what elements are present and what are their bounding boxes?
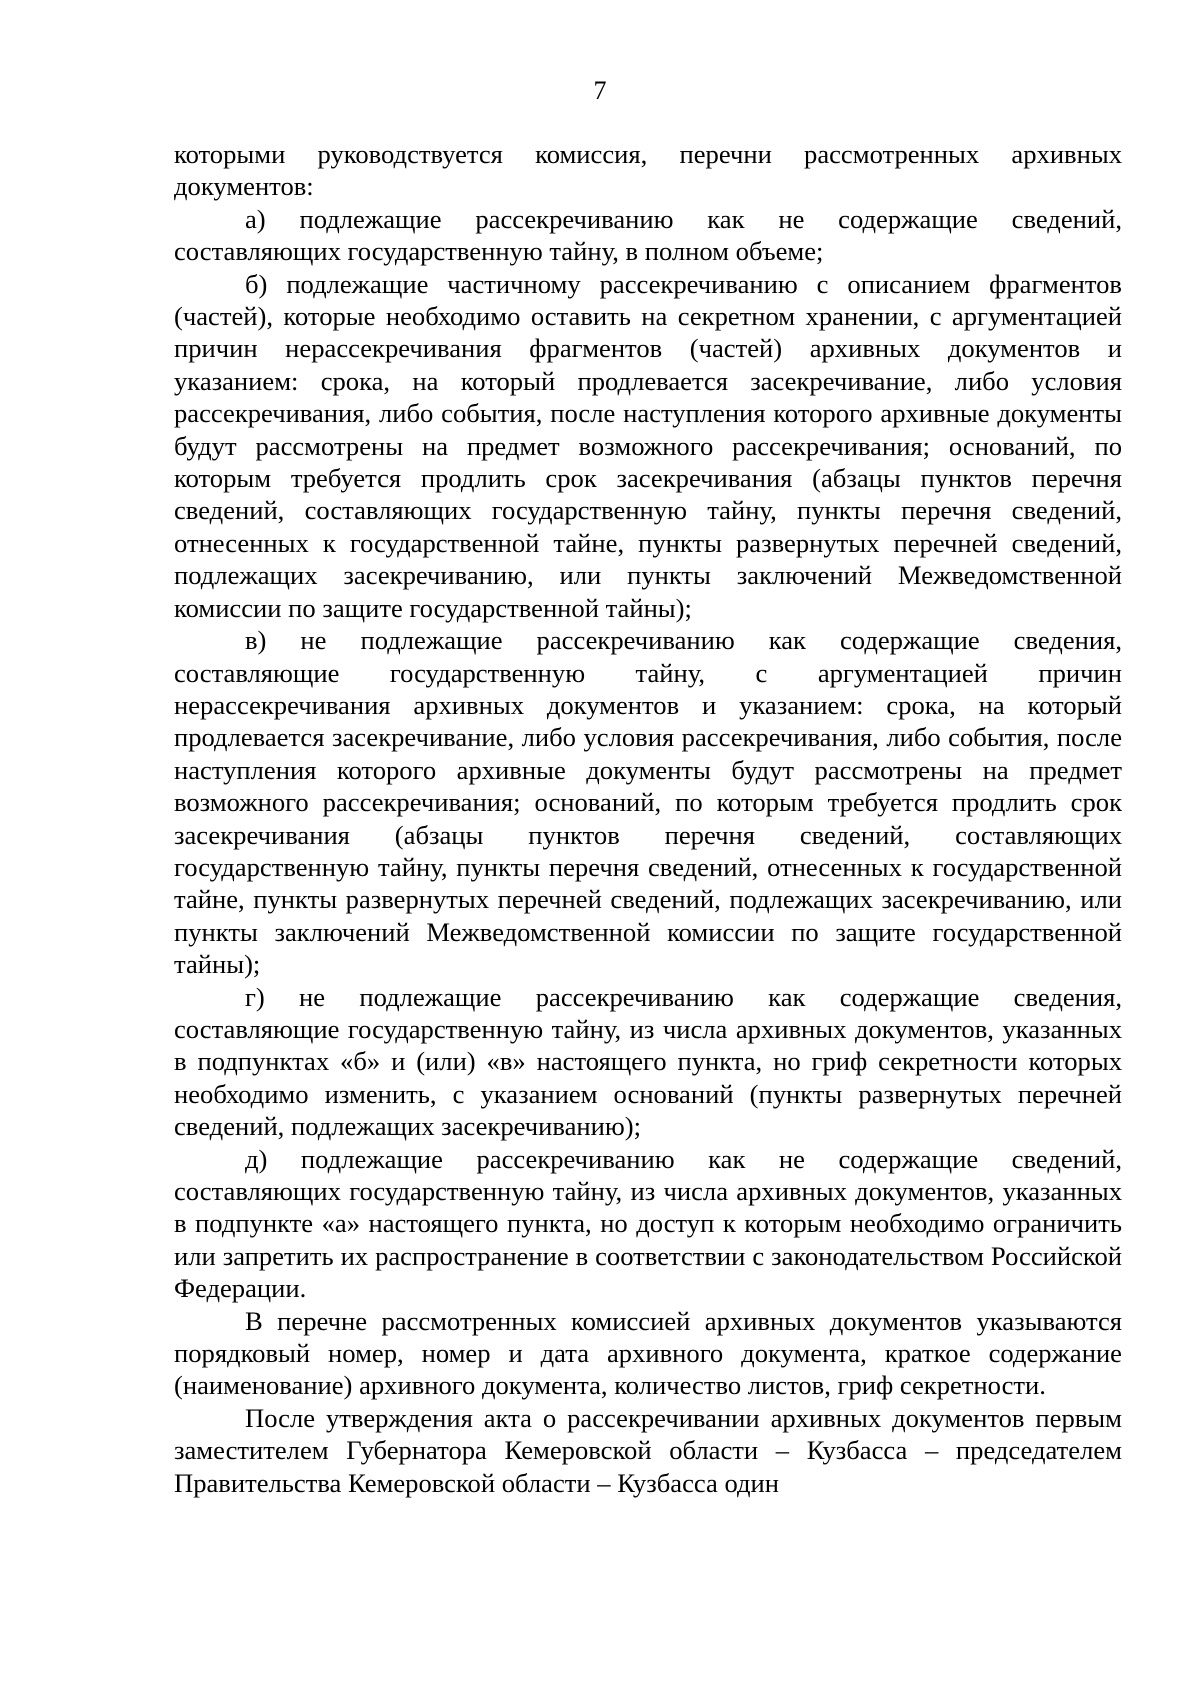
paragraph-item-v: в) не подлежащие рассекречиванию как содержащие сведения, составляющие государственную тайну, с аргументацией причин нерассекречивания архивных документов и указанием: срока, на который продлевается засекречивание, либо условия рассекречивания, либо события, после наступления которого архивные документы будут рассмотрены на предмет возможного рассекречивания; оснований, по которым требуется продлить срок засекречивания (абзацы пунктов перечня сведений, составляющих государственную тайну, пункты перечня сведений, отнесенных к государственной тайне, пункты развернутых перечней сведений, подлежащих засекречиванию, или пункты заключений Межведомственной комиссии по защите государственной тайны); bbox=[174, 625, 1122, 980]
paragraph-item-b: б) подлежащие частичному рассекречиванию с описанием фрагментов (частей), которые необходимо оставить на секретном хранении, с аргументацией причин нерассекречивания фрагментов (частей) архивных документов и указанием: срока, на который продлевается засекречивание, либо условия рассекречивания, либо события, после наступления которого архивные документы будут рассмотрены на предмет возможного рассекречивания; оснований, по которым требуется продлить срок засекречивания (абзацы пунктов перечня сведений, составляющих государственную тайну, пункты перечня сведений, отнесенных к государственной тайне, пункты развернутых перечней сведений, подлежащих засекречиванию, или пункты заключений Межведомственной комиссии по защите государственной тайны); bbox=[174, 268, 1122, 623]
document-body bbox=[174, 138, 1122, 1499]
paragraph-continuation: которыми руководствуется комиссия, перечни рассмотренных архивных документов: bbox=[174, 139, 1122, 202]
page-number: 7 bbox=[593, 76, 607, 105]
paragraph-list-contents: В перечне рассмотренных комиссией архивных документов указываются порядковый номер, номер и дата архивного документа, краткое содержание (наименование) архивного документа, количество листов, гриф секретности. bbox=[174, 1305, 1122, 1401]
paragraph-item-d: д) подлежащие рассекречиванию как не содержащие сведений, составляющих государственную тайну, из числа архивных документов, указанных в подпункте «а» настоящего пункта, но доступ к которым необходимо ограничить или запретить их распространение в соответствии с законодательством Российской Федерации. bbox=[174, 1143, 1122, 1304]
paragraph-item-a: а) подлежащие рассекречиванию как не содержащие сведений, составляющих государственную тайну, в полном объеме; bbox=[174, 203, 1122, 267]
paragraph-item-g: г) не подлежащие рассекречиванию как содержащие сведения, составляющие государственную тайну, из числа архивных документов, указанных в подпунктах «б» и (или) «в» настоящего пункта, но гриф секретности которых необходимо изменить, с указанием оснований (пункты развернутых перечней сведений, подлежащих засекречиванию); bbox=[174, 981, 1122, 1142]
paragraph-after-approval: После утверждения акта о рассекречивании архивных документов первым заместителем Губернатора Кемеровской области – Кузбасса – председателем Правительства Кемеровской области – Кузбасса один bbox=[174, 1402, 1122, 1498]
